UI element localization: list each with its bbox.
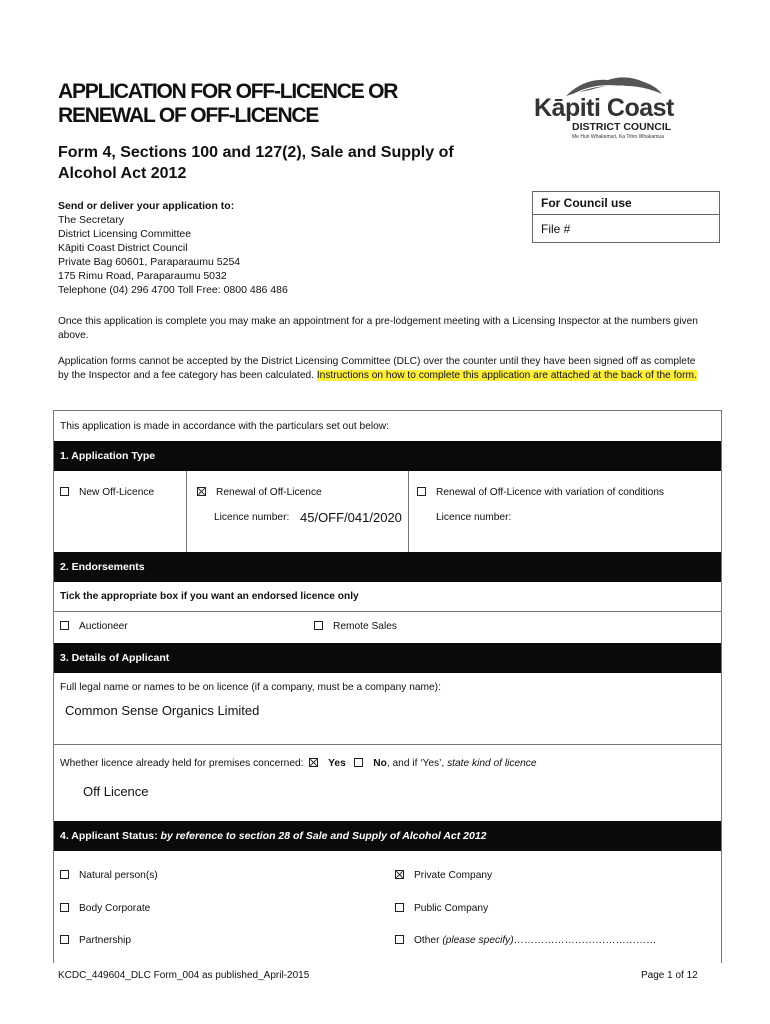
intro-paragraph-1: Once this application is complete you may make an appointment for a pre-lodgement meeting with a Licensing Inspector at the numbers given above. — [58, 316, 698, 341]
checkbox-public-company[interactable] — [395, 903, 404, 912]
checkbox-no[interactable] — [354, 758, 363, 767]
checkbox-partnership[interactable] — [60, 935, 69, 944]
title-line-2: RENEWAL OF OFF-LICENCE — [58, 104, 319, 127]
option-label: Auctioneer — [79, 621, 128, 632]
footer-page-number: Page 1 of 12 — [641, 970, 698, 981]
licence-kind-value[interactable]: Off Licence — [83, 784, 149, 799]
application-form — [53, 410, 722, 963]
footer-document-id: KCDC_449604_DLC Form_004 as published_April-2015 — [58, 970, 310, 981]
intro-plain-text: Application forms cannot be accepted by the District Licensing Committee (DLC) over the counter until they have been signed off as complete by the Inspector and a fee category has been calculated. — [58, 356, 696, 381]
council-use-heading: For Council use — [541, 196, 632, 210]
address-line: The Secretary — [58, 214, 124, 226]
option-private-company[interactable] — [395, 870, 492, 881]
section-4-title: 4. Applicant Status: — [60, 830, 161, 842]
file-number-label: File # — [541, 222, 571, 236]
section-2-header: 2. Endorsements — [54, 552, 721, 582]
option-label: Renewal of Off-Licence — [216, 487, 322, 498]
option-new-off-licence[interactable] — [60, 487, 154, 498]
council-use-box — [532, 191, 720, 243]
subtitle-line-2: Alcohol Act 2012 — [58, 165, 187, 182]
option-label: Private Company — [414, 870, 493, 881]
option-partnership[interactable] — [60, 935, 131, 946]
option-label: New Off-Licence — [79, 487, 155, 498]
option-public-company[interactable] — [395, 903, 488, 914]
option-other[interactable] — [395, 935, 656, 946]
option-remote-sales[interactable] — [314, 621, 397, 632]
option-label: Natural person(s) — [79, 870, 158, 881]
intro-paragraph-2 — [58, 355, 708, 383]
logo-council: DISTRICT COUNCIL — [572, 121, 672, 133]
logo-name: Kāpiti Coast — [534, 94, 674, 122]
send-address-block — [58, 199, 288, 297]
checkbox-new[interactable] — [60, 487, 69, 496]
option-label: Other — [414, 935, 443, 946]
section-3-header: 3. Details of Applicant — [54, 643, 721, 673]
logo-tagline: Me Huri Whakamuri, Ka Titiro Whakamua — [572, 134, 664, 140]
checkbox-yes-checked[interactable] — [309, 758, 318, 767]
licence-held-row — [60, 758, 537, 769]
checkbox-other[interactable] — [395, 935, 404, 944]
section-4-header — [54, 821, 721, 851]
option-label: Renewal of Off-Licence with variation of conditions — [436, 487, 665, 498]
address-line: District Licensing Committee — [58, 228, 192, 240]
form-subtitle — [58, 142, 454, 184]
option-label: Body Corporate — [79, 903, 151, 914]
checkbox-body-corporate[interactable] — [60, 903, 69, 912]
other-dots: …………………………………… — [513, 935, 657, 946]
accordance-text: This application is made in accordance with the particulars set out below: — [60, 421, 389, 432]
checkbox-variation[interactable] — [417, 487, 426, 496]
instructions-highlight: Instructions on how to complete this application are attached at the back of the form. — [316, 370, 697, 381]
title-line-1: APPLICATION FOR OFF-LICENCE OR — [58, 80, 398, 103]
checkbox-renewal-checked[interactable] — [197, 487, 206, 496]
address-line: Telephone (04) 296 4700 Toll Free: 0800 486 486 — [58, 284, 288, 296]
section-4-reference: by reference to section 28 of Sale and Supply of Alcohol Act 2012 — [160, 830, 487, 842]
no-label: No — [373, 758, 387, 769]
legal-name-value[interactable]: Common Sense Organics Limited — [65, 703, 260, 718]
held-italic: state kind of licence — [447, 758, 537, 769]
section-1-header: 1. Application Type — [54, 441, 721, 471]
licence-number-value[interactable]: 45/OFF/041/2020 — [300, 510, 402, 525]
option-body-corporate[interactable] — [60, 903, 150, 914]
option-label: Public Company — [414, 903, 489, 914]
option-label: Partnership — [79, 935, 132, 946]
checkbox-remote-sales[interactable] — [314, 621, 323, 630]
yes-label: Yes — [328, 758, 346, 769]
page-title — [58, 80, 397, 128]
checkbox-private-company-checked[interactable] — [395, 870, 404, 879]
licence-number-label-2: Licence number: — [436, 512, 512, 523]
option-natural-person[interactable] — [60, 870, 158, 881]
checkbox-auctioneer[interactable] — [60, 621, 69, 630]
option-label: Remote Sales — [333, 621, 397, 632]
option-auctioneer[interactable] — [60, 621, 128, 632]
endorsement-instruction: Tick the appropriate box if you want an endorsed licence only — [60, 591, 359, 602]
licence-number-label: Licence number: — [214, 512, 290, 523]
legal-name-label: Full legal name or names to be on licence (if a company, must be a company name): — [60, 682, 441, 693]
subtitle-line-1: Form 4, Sections 100 and 127(2), Sale and Supply of — [58, 144, 454, 161]
option-renewal-variation[interactable] — [417, 487, 664, 498]
other-specify: (please specify) — [442, 935, 514, 946]
checkbox-natural-person[interactable] — [60, 870, 69, 879]
send-heading: Send or deliver your application to: — [58, 200, 235, 212]
held-suffix: , and if ‘Yes’, — [386, 758, 448, 769]
address-line: Kāpiti Coast District Council — [58, 242, 188, 254]
council-logo — [530, 72, 690, 144]
option-renewal[interactable] — [197, 487, 322, 498]
address-line: Private Bag 60601, Paraparaumu 5254 — [58, 256, 241, 268]
licence-held-label: Whether licence already held for premises concerned: — [60, 758, 304, 769]
address-line: 175 Rimu Road, Paraparaumu 5032 — [58, 270, 227, 282]
